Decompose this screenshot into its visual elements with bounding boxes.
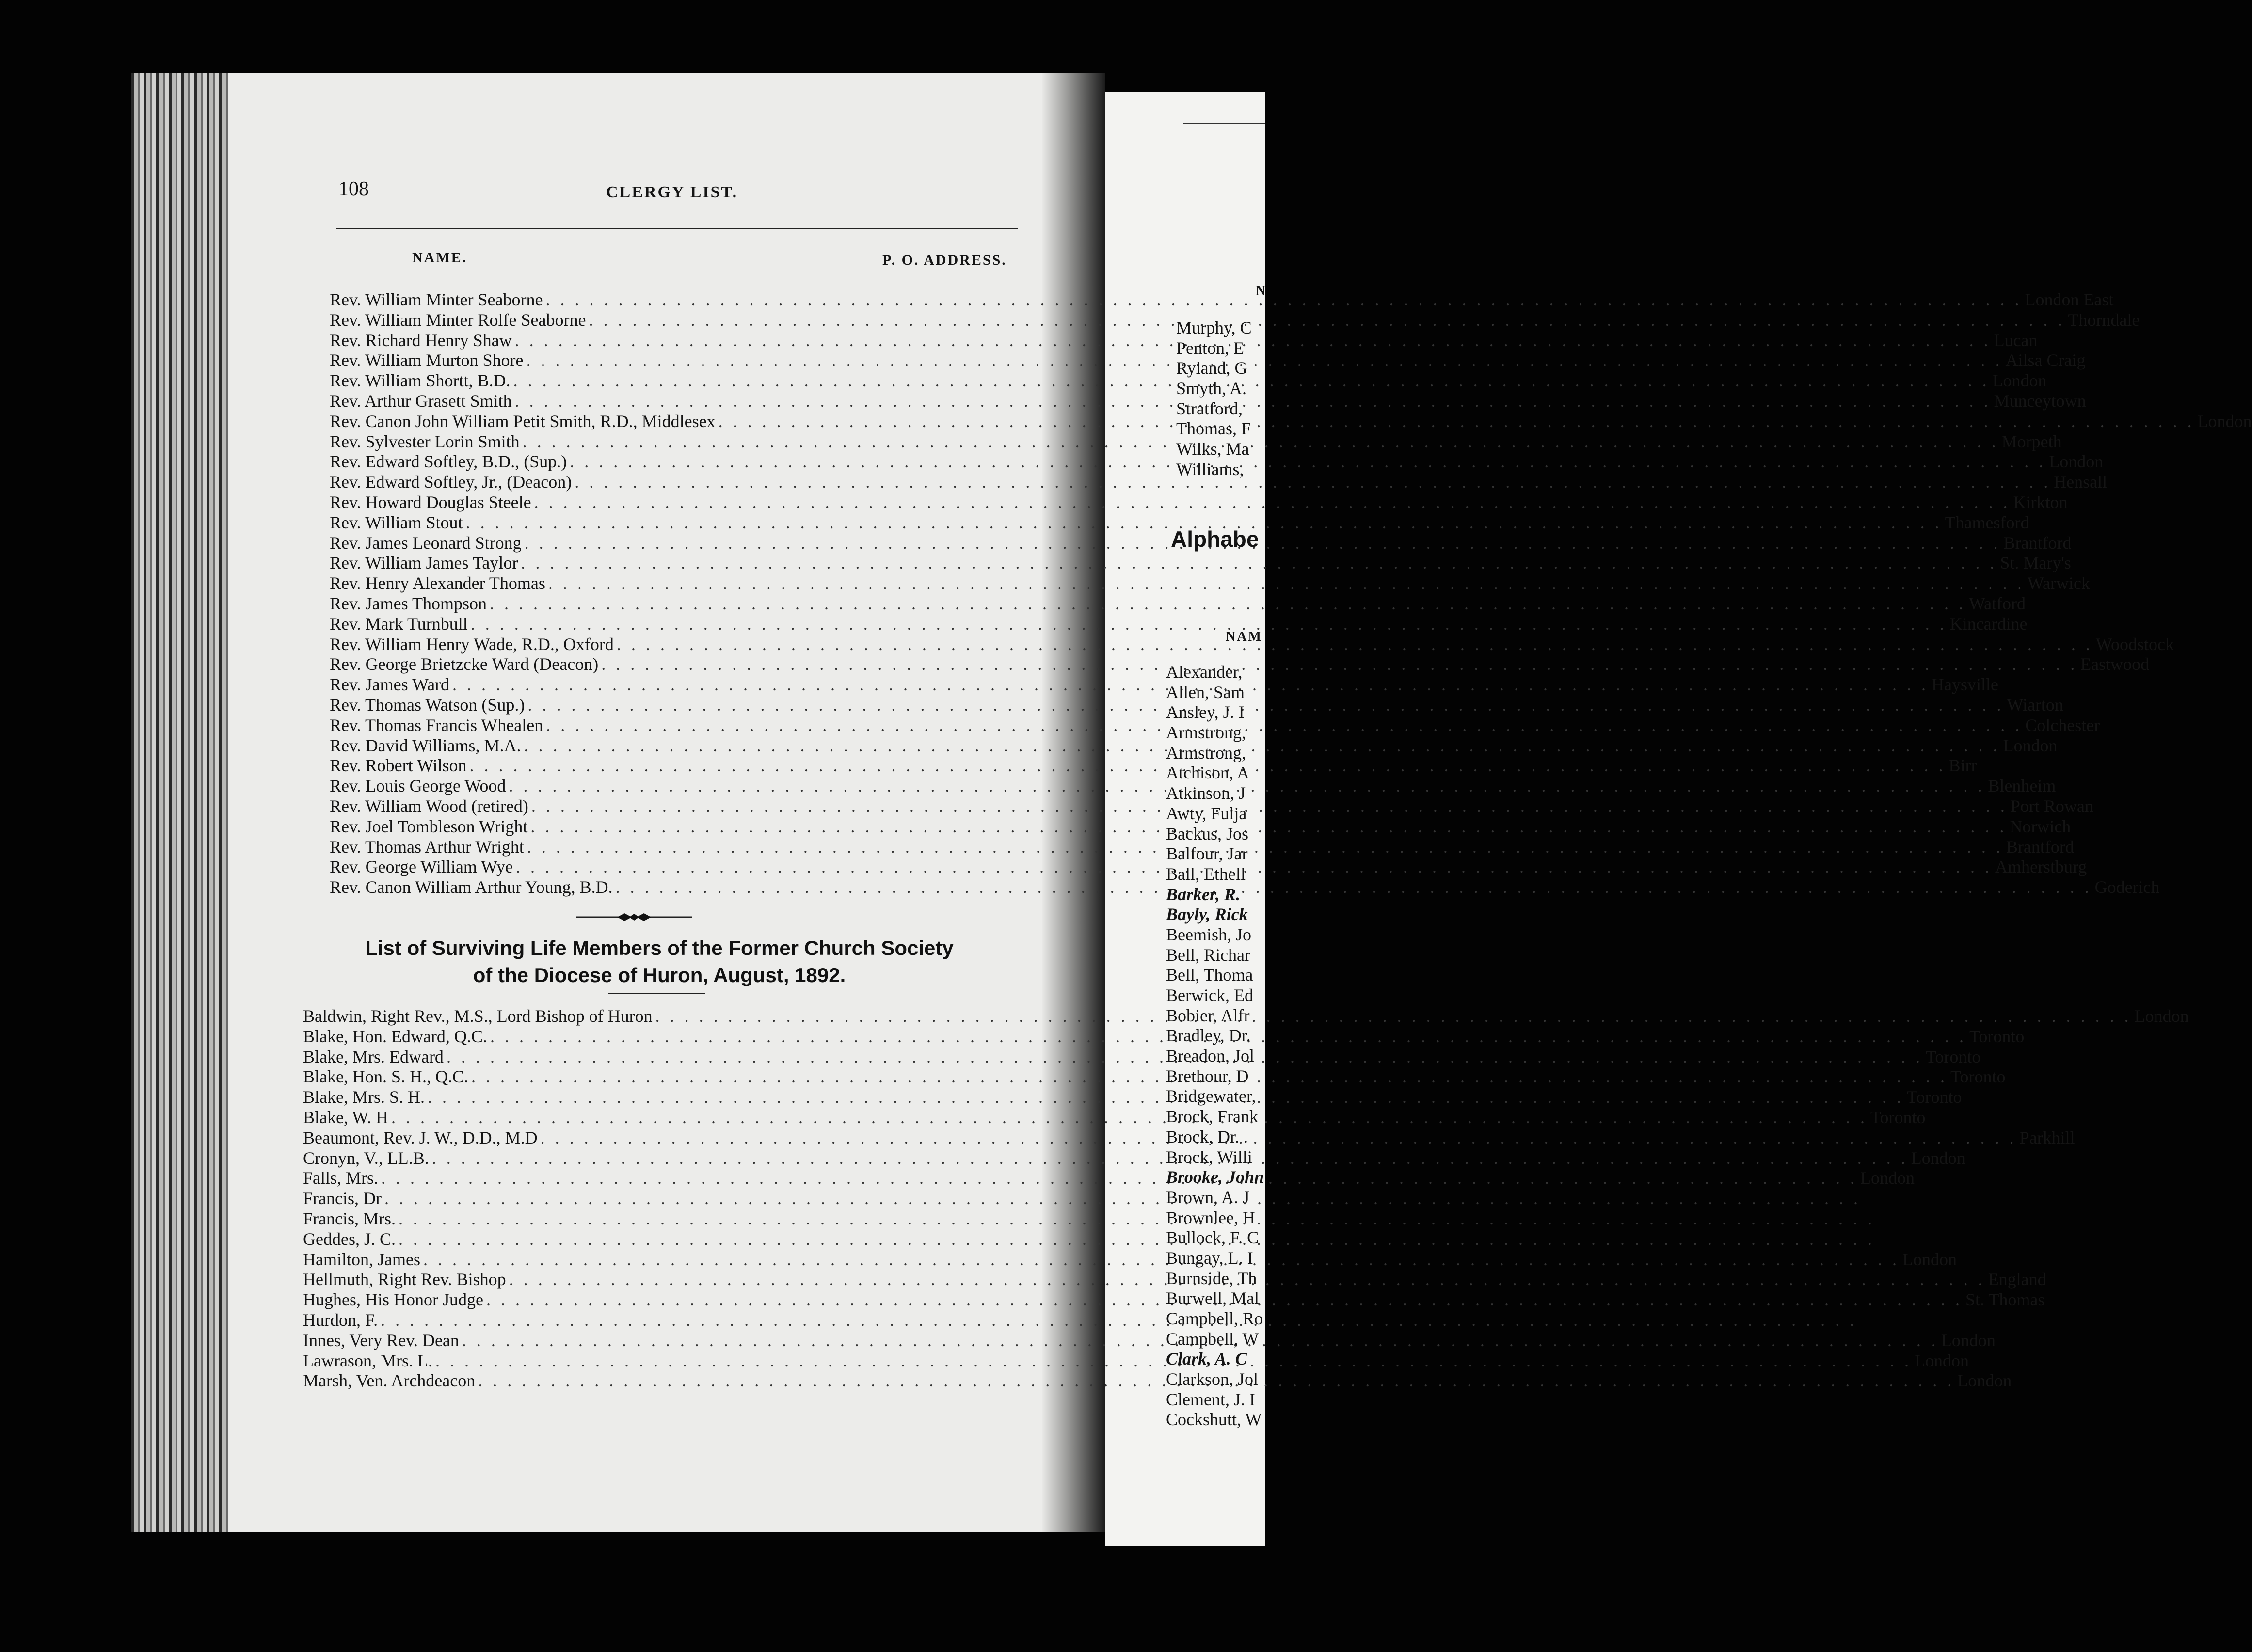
right-page-header-rule: [1183, 123, 1265, 124]
dot-leader: [531, 796, 2008, 816]
right-list-item: Brock, Dr. .: [1166, 1127, 1248, 1146]
entry-name: Rev. Canon William Arthur Young, B.D.: [330, 877, 613, 897]
entry-address: Lucan: [1994, 330, 2038, 350]
entry-address: London: [2003, 735, 2058, 755]
entry-address: Norwich: [2010, 816, 2071, 836]
right-list-item: Smyth, A.: [1176, 379, 1247, 398]
entry-name: Rev. Canon John William Petit Smith, R.D., Middlesex: [330, 411, 716, 431]
dot-leader: [546, 715, 2022, 735]
entry-address: Wiarton: [2007, 695, 2063, 715]
entry-name: Rev. William Wood (retired): [330, 796, 528, 816]
dot-leader: [616, 877, 2092, 897]
entry-address: Toronto: [1907, 1087, 1962, 1107]
entry-name: Francis, Mrs.: [303, 1208, 396, 1228]
right-list-item: Breadon, Jol: [1166, 1046, 1254, 1066]
entry-address: Munceytown: [1994, 391, 2086, 411]
entry-address: Amherstburg: [1995, 857, 2087, 877]
entry-name: Geddes, J. C.: [303, 1229, 396, 1249]
entry-name: Rev. Howard Douglas Steele: [330, 492, 531, 512]
right-list-item: Bobier, Alfr: [1166, 1005, 1250, 1025]
section-title-line-1: List of Surviving Life Members of the Former Church Society: [365, 937, 954, 959]
entry-address: Birr: [1949, 756, 1977, 776]
entry-name: Baldwin, Right Rev., M.S., Lord Bishop of Huron: [303, 1006, 653, 1026]
entry-name: Rev. James Thompson: [330, 593, 487, 613]
entry-name: Rev. George William Wye: [330, 857, 513, 877]
right-list-item: Brethour, D: [1166, 1066, 1249, 1086]
dot-leader: [570, 451, 2046, 472]
entry-address: Kincardine: [1949, 614, 2028, 634]
entry-name: Marsh, Ven. Archdeacon: [303, 1371, 476, 1391]
entry-address: London: [1911, 1148, 1965, 1168]
dot-leader: [423, 1249, 1900, 1270]
column-header-address: P. O. ADDRESS.: [882, 252, 1007, 268]
entry-name: Rev. Robert Wilson: [330, 756, 467, 776]
entry-address: Toronto: [1925, 1047, 1981, 1066]
header-rule: [336, 228, 1018, 229]
right-list-item: Williams,: [1176, 459, 1244, 479]
entry-address: London: [1992, 371, 2047, 391]
section-title-line-2: of the Diocese of Huron, August, 1892.: [473, 964, 846, 986]
entry-name: Rev. James Leonard Strong: [330, 533, 522, 553]
dot-leader: [575, 472, 2051, 492]
entry-name: Rev. Joel Tombleson Wright: [330, 816, 528, 836]
right-list-item: Brock, Frank: [1166, 1107, 1258, 1127]
dot-leader: [490, 593, 1966, 614]
entry-name: Blake, Hon. S. H., Q.C.: [303, 1067, 468, 1087]
entry-address: Hensall: [2054, 472, 2108, 492]
right-list-item: Cockshutt, W: [1166, 1410, 1262, 1430]
right-list-item: Balfour, Jar: [1166, 844, 1248, 864]
entry-address: Brantford: [2006, 837, 2074, 857]
right-list-item: Thomas, F: [1176, 419, 1251, 439]
list-row: [330, 573, 2090, 593]
right-list-item: Berwick, Ed: [1166, 985, 1253, 1005]
right-list-item: Allen, Sam: [1166, 682, 1245, 702]
right-list-item: Atkinson, J: [1166, 783, 1246, 803]
right-list-item: Penton, E: [1176, 338, 1244, 358]
entry-name: Blake, Mrs. S. H.: [303, 1087, 425, 1107]
right-list-item: Clarkson, Jol: [1166, 1369, 1259, 1389]
entry-name: Rev. William Henry Wade, R.D., Oxford: [330, 634, 614, 654]
entry-name: Innes, Very Rev. Dean: [303, 1330, 459, 1350]
dot-leader: [589, 310, 2065, 330]
right-list-item: Brooke, John: [1166, 1167, 1264, 1187]
right-list-item: Ansley, J. I: [1166, 702, 1245, 722]
dot-leader: [381, 1310, 1857, 1330]
dot-leader: [541, 1128, 2017, 1148]
right-list-item: Bullock, F. C: [1166, 1228, 1259, 1248]
list-row: [330, 593, 2026, 614]
right-list-item: Bayly, Rick: [1166, 905, 1248, 924]
entry-name: Rev. Edward Softley, B.D., (Sup.): [330, 452, 567, 472]
right-list-item: Brown, A. J: [1166, 1187, 1250, 1207]
page-number: 108: [338, 178, 369, 200]
list-row: [303, 1208, 996, 1229]
entry-name: Rev. William Murton Shore: [330, 350, 524, 370]
dot-leader: [545, 289, 2022, 310]
entry-name: Rev. Thomas Arthur Wright: [330, 837, 524, 857]
dot-leader: [381, 1168, 1857, 1188]
entry-name: Cronyn, V., LL.B.: [303, 1148, 429, 1168]
right-list-item: Barker, R.: [1166, 884, 1241, 904]
right-list-item: Stratford,: [1176, 398, 1243, 418]
entry-address: Toronto: [1870, 1107, 1926, 1127]
entry-name: Falls, Mrs.: [303, 1168, 379, 1188]
list-row: [330, 289, 2114, 310]
entry-name: Rev. William Stout: [330, 512, 463, 532]
entry-address: Warwick: [2027, 573, 2090, 593]
entry-name: Hurdon, F.: [303, 1310, 378, 1330]
entry-address: London East: [2025, 290, 2114, 309]
entry-address: Goderich: [2094, 877, 2160, 897]
entry-address: Woodstock: [2095, 634, 2174, 654]
entry-name: Rev. Henry Alexander Thomas: [330, 573, 545, 593]
right-list-item: Bradley, Dr.: [1166, 1026, 1251, 1046]
entry-address: London: [1941, 1330, 1996, 1350]
entry-address: Toronto: [1950, 1067, 2006, 1087]
entry-address: Brantford: [2003, 533, 2072, 553]
right-list-item: Campbell, Ro: [1166, 1309, 1263, 1328]
entry-address: Parkhill: [2019, 1128, 2075, 1147]
column-header-name: NAME.: [412, 250, 468, 266]
right-list-item: Atchison, A: [1166, 763, 1250, 783]
entry-name: Rev. David Williams, M.A.: [330, 735, 521, 755]
right-list-item: Awty, Fulja: [1166, 803, 1247, 823]
entry-address: London: [1860, 1168, 1915, 1188]
entry-name: Francis, Dr: [303, 1189, 382, 1208]
dot-leader: [617, 634, 2093, 654]
title-rule: [608, 993, 705, 994]
entry-name: Rev. Sylvester Lorin Smith: [330, 431, 520, 451]
entry-address: Colchester: [2025, 715, 2100, 735]
entry-address: London: [2049, 452, 2104, 472]
entry-name: Rev. William Minter Seaborne: [330, 290, 543, 309]
right-list-item: Armstrong,: [1166, 743, 1246, 762]
entry-address: Toronto: [1969, 1026, 2025, 1046]
entry-address: England: [1988, 1270, 2046, 1289]
dot-leader: [399, 1229, 1875, 1249]
entry-name: Rev. William Shortt, B.D.: [330, 371, 511, 391]
dot-leader: [527, 695, 2004, 715]
right-list-item: Brownlee, H: [1166, 1207, 1255, 1227]
entry-name: Blake, W. H: [303, 1107, 388, 1127]
entry-address: St. Mary's: [2000, 553, 2071, 573]
entry-name: Rev. William Minter Rolfe Seaborne: [330, 310, 586, 330]
entry-address: Eastwood: [2080, 654, 2150, 674]
right-list-item: Wilks, Ma: [1176, 439, 1249, 459]
dot-leader: [601, 654, 2077, 674]
right-list-item: Ball, Ethell: [1166, 864, 1246, 884]
list-row: [330, 553, 2071, 573]
entry-address: London: [1914, 1350, 1969, 1370]
right-page-list-bottom: [1166, 662, 1265, 1430]
entry-name: Blake, Hon. Edward, Q.C.: [303, 1026, 487, 1046]
entry-name: Hughes, His Honor Judge: [303, 1290, 483, 1310]
entry-address: Thorndale: [2068, 310, 2140, 330]
right-list-item: Bungay, L. I: [1166, 1248, 1253, 1268]
entry-name: Hamilton, James: [303, 1249, 420, 1269]
right-page-list-top: [1176, 318, 1265, 479]
entry-name: Lawrason, Mrs. L.: [303, 1350, 432, 1370]
dot-leader: [534, 492, 2011, 512]
entry-address: Kirkton: [2013, 492, 2068, 512]
entry-name: Rev. James Ward: [330, 675, 450, 695]
right-list-item: Bell, Richar: [1166, 945, 1250, 965]
entry-address: Morpeth: [2001, 431, 2062, 451]
entry-address: Ailsa Craig: [2005, 350, 2086, 370]
right-list-item: Alexander,: [1166, 662, 1243, 682]
entry-address: Blenheim: [1988, 776, 2056, 796]
right-list-item: Burwell, Mal: [1166, 1288, 1259, 1308]
entry-address: Haysville: [1932, 675, 1999, 695]
entry-name: Rev. Louis George Wood: [330, 776, 506, 796]
list-row: [303, 1229, 996, 1249]
list-row: [303, 1188, 996, 1208]
entry-name: Rev. George Brietzcke Ward (Deacon): [330, 654, 599, 674]
entry-name: Rev. Edward Softley, Jr., (Deacon): [330, 472, 572, 492]
entry-address: Port Rowan: [2010, 796, 2093, 816]
entry-name: Rev. Mark Turnbull: [330, 614, 468, 634]
right-list-item: Clement, J. I: [1166, 1389, 1255, 1409]
list-row: [330, 472, 2108, 492]
right-list-item: Burnside, Th: [1166, 1268, 1257, 1288]
entry-address: London: [2197, 411, 2252, 431]
right-list-item: Backus, Jos: [1166, 824, 1248, 843]
section-title: [310, 935, 1008, 989]
entry-name: Blake, Mrs. Edward: [303, 1047, 444, 1066]
entry-address: Thamesford: [1945, 512, 2029, 532]
entry-name: Rev. Thomas Watson (Sup.): [330, 695, 525, 715]
right-list-item: Clark, A. C: [1166, 1349, 1247, 1369]
dot-leader: [530, 816, 2007, 837]
dot-leader: [391, 1107, 1868, 1128]
entry-address: Watford: [1968, 593, 2026, 613]
entry-name: Rev. William James Taylor: [330, 553, 518, 573]
entry-address: St. Thomas: [1965, 1290, 2045, 1310]
list-row: [330, 492, 2068, 512]
entry-address: London: [1902, 1249, 1957, 1269]
running-title: CLERGY LIST.: [606, 183, 738, 201]
dot-leader: [655, 1006, 2132, 1026]
entry-address: London: [2134, 1006, 2189, 1026]
right-page-column-header: N: [1256, 284, 1266, 299]
right-page-name-header: NAM: [1226, 629, 1262, 644]
ornament-divider: [576, 911, 692, 923]
right-list-item: Bridgewater,: [1166, 1086, 1256, 1106]
right-list-item: Murphy, C: [1176, 318, 1252, 337]
dot-leader: [548, 573, 2025, 593]
entry-name: Hellmuth, Right Rev. Bishop: [303, 1270, 506, 1289]
list-row: [330, 512, 2029, 533]
right-page-heading: Alphabe: [1171, 526, 1259, 552]
right-list-item: Beemish, Jo: [1166, 924, 1251, 944]
dot-leader: [719, 411, 2195, 431]
entry-address: London: [1957, 1371, 2012, 1391]
entry-name: Rev. Thomas Francis Whealen: [330, 715, 543, 735]
list-row: [303, 1310, 996, 1330]
dot-leader: [521, 553, 1997, 573]
entry-name: Rev. Arthur Grasett Smith: [330, 391, 512, 411]
right-list-item: Campbell, W: [1166, 1329, 1259, 1349]
entry-name: Rev. Richard Henry Shaw: [330, 330, 512, 350]
entry-name: Beaumont, Rev. J. W., D.D., M.D: [303, 1128, 538, 1147]
right-list-item: Ryland, G: [1176, 358, 1247, 378]
right-list-item: Brock, Willi: [1166, 1147, 1252, 1167]
page-edges: [131, 73, 228, 1532]
dot-leader: [399, 1208, 1875, 1229]
right-list-item: Armstrong,: [1166, 723, 1246, 743]
dot-leader: [471, 614, 1947, 634]
right-list-item: Bell, Thoma: [1166, 965, 1253, 985]
list-row: [330, 614, 2028, 634]
dot-leader: [384, 1188, 1861, 1208]
